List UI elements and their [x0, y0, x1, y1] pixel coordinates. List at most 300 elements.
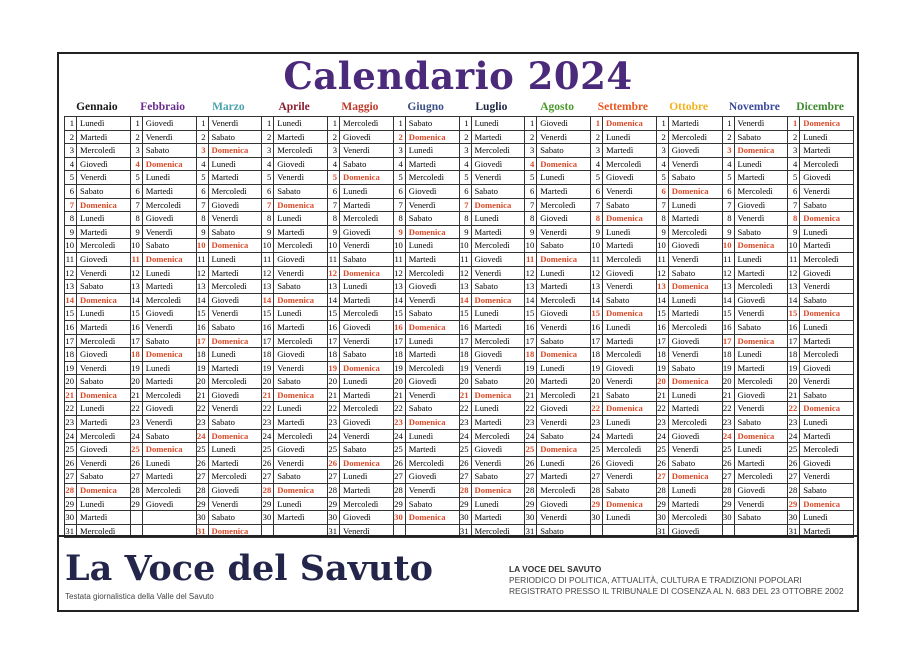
day-cell	[460, 280, 525, 294]
day-cell	[788, 321, 853, 335]
weekday-name: Mercoledì	[803, 253, 839, 264]
weekday-name: Martedì	[671, 403, 699, 414]
weekday-name: Domenica	[803, 403, 841, 414]
weekday-name: Sabato	[606, 485, 630, 496]
weekday-name: Sabato	[606, 199, 630, 210]
day-cell	[131, 443, 196, 457]
day-number: 7	[591, 199, 603, 212]
day-cell	[328, 267, 393, 281]
month-column-agosto	[525, 117, 591, 538]
day-number: 10	[788, 239, 800, 252]
weekday-name: Sabato	[474, 281, 498, 292]
day-cell	[591, 348, 656, 362]
day-cell	[197, 131, 262, 145]
weekday-name: Domenica	[145, 349, 183, 360]
weekday-name: Sabato	[737, 417, 761, 428]
day-number: 19	[723, 362, 735, 375]
weekday-name: Martedì	[211, 172, 239, 183]
day-cell	[657, 511, 722, 525]
weekday-name: Giovedì	[80, 253, 108, 264]
day-cell	[394, 348, 459, 362]
month-column-febbraio	[131, 117, 197, 538]
weekday-name: Giovedì	[737, 199, 766, 210]
day-number: 22	[262, 402, 274, 415]
day-cell	[723, 226, 788, 240]
day-number: 23	[65, 416, 77, 429]
day-number: 30	[65, 511, 77, 524]
day-cell	[131, 239, 196, 253]
day-cell	[723, 348, 788, 362]
day-cell	[131, 457, 196, 471]
weekday-name: Mercoledì	[737, 281, 773, 292]
day-number: 16	[328, 321, 340, 334]
weekday-name: Giovedì	[211, 485, 240, 496]
weekday-name: Domenica	[343, 362, 380, 373]
day-cell	[328, 389, 393, 403]
day-number: 28	[591, 484, 603, 497]
day-cell	[460, 416, 525, 430]
day-number: 16	[262, 321, 274, 334]
day-number: 31	[525, 525, 537, 538]
weekday-name: Lunedì	[737, 158, 762, 169]
day-cell	[65, 470, 130, 484]
day-cell	[657, 131, 722, 145]
day-cell	[394, 267, 459, 281]
day-number: 12	[197, 267, 209, 280]
weekday-name: Martedì	[408, 444, 436, 455]
day-number: 13	[328, 280, 340, 293]
day-cell	[394, 375, 459, 389]
month-header-febbraio: Febbraio	[140, 101, 185, 113]
day-cell	[328, 212, 393, 226]
day-cell	[723, 321, 788, 335]
day-number: 10	[262, 239, 274, 252]
day-number: 5	[328, 171, 340, 184]
weekday-name: Lunedì	[343, 281, 368, 292]
day-number: 17	[525, 335, 537, 348]
day-number: 28	[262, 484, 274, 497]
day-number: 8	[328, 212, 340, 225]
day-cell	[131, 131, 196, 145]
day-number: 5	[723, 171, 735, 184]
day-number: 12	[262, 267, 274, 280]
day-number: 23	[788, 416, 800, 429]
day-number: 25	[262, 443, 274, 456]
weekday-name: Lunedì	[606, 417, 631, 428]
weekday-name: Mercoledì	[803, 349, 839, 360]
weekday-name: Mercoledì	[80, 525, 116, 536]
day-cell	[591, 335, 656, 349]
weekday-name: Lunedì	[343, 471, 368, 482]
day-number: 20	[197, 375, 209, 388]
day-cell	[328, 457, 393, 471]
day-cell	[657, 498, 722, 512]
day-cell	[65, 402, 130, 416]
day-number: 27	[328, 470, 340, 483]
day-number: 13	[197, 280, 209, 293]
weekday-name: Giovedì	[671, 240, 700, 251]
day-cell	[262, 335, 327, 349]
day-cell	[723, 185, 788, 199]
weekday-name: Martedì	[277, 417, 305, 428]
weekday-name: Giovedì	[343, 131, 371, 142]
day-cell	[262, 443, 327, 457]
day-number: 24	[525, 430, 537, 443]
weekday-name: Sabato	[803, 389, 827, 400]
day-cell	[723, 307, 788, 321]
day-cell	[657, 226, 722, 240]
day-number: 7	[328, 199, 340, 212]
day-cell	[394, 498, 459, 512]
month-header-luglio: Luglio	[475, 101, 508, 113]
weekday-name: Mercoledì	[408, 362, 445, 373]
day-cell	[197, 226, 262, 240]
weekday-name: Venerdì	[80, 457, 107, 468]
day-cell	[328, 335, 393, 349]
weekday-name: Martedì	[343, 485, 371, 496]
weekday-name: Giovedì	[408, 281, 437, 292]
day-cell	[262, 158, 327, 172]
weekday-name: Giovedì	[540, 403, 568, 414]
day-number: 7	[657, 199, 669, 212]
weekday-name: Giovedì	[803, 172, 831, 183]
day-cell	[525, 335, 590, 349]
day-number: 10	[394, 239, 406, 252]
day-number: 28	[657, 484, 669, 497]
day-cell	[788, 470, 853, 484]
day-number: 19	[788, 362, 800, 375]
weekday-name: Sabato	[408, 308, 433, 319]
day-cell	[788, 171, 853, 185]
day-number: 22	[65, 402, 77, 415]
month-column-giugno	[394, 117, 460, 538]
day-number: 18	[525, 348, 537, 361]
weekday-name: Mercoledì	[211, 376, 247, 387]
day-cell	[591, 117, 656, 131]
weekday-name: Domenica	[408, 321, 446, 332]
day-cell	[525, 457, 590, 471]
day-cell	[460, 389, 525, 403]
day-cell	[262, 117, 327, 131]
day-cell	[788, 430, 853, 444]
weekday-name: Martedì	[211, 267, 239, 278]
day-number: 31	[460, 525, 472, 538]
day-number: 26	[197, 457, 209, 470]
day-number: 17	[460, 335, 472, 348]
day-number: 13	[131, 280, 143, 293]
month-header-settembre: Settembre	[597, 101, 648, 113]
brand-tagline: Testata giornalistica della Valle del Savuto	[65, 592, 214, 601]
day-number: 27	[657, 470, 669, 483]
day-number: 17	[723, 335, 735, 348]
weekday-name: Giovedì	[211, 294, 240, 305]
day-number: 15	[788, 307, 800, 320]
weekday-name: Venerdì	[343, 145, 370, 156]
weekday-name: Giovedì	[803, 457, 831, 468]
day-cell	[657, 239, 722, 253]
day-number: 28	[723, 484, 735, 497]
weekday-name: Sabato	[671, 362, 696, 373]
weekday-name: Lunedì	[211, 444, 236, 455]
day-number: 12	[723, 267, 735, 280]
day-cell	[65, 375, 130, 389]
day-number: 6	[788, 185, 800, 198]
month-column-aprile	[262, 117, 328, 538]
day-cell	[262, 457, 327, 471]
weekday-name: Martedì	[277, 512, 305, 523]
weekday-name: Domenica	[211, 335, 249, 346]
weekday-name: Martedì	[80, 417, 108, 428]
day-number: 24	[262, 430, 274, 443]
weekday-name: Lunedì	[474, 213, 499, 224]
weekday-name: Venerdì	[606, 376, 633, 387]
weekday-name: Venerdì	[277, 172, 304, 183]
day-cell	[525, 253, 590, 267]
day-number: 25	[525, 443, 537, 456]
weekday-name: Domenica	[80, 485, 117, 496]
weekday-name: Mercoledì	[343, 498, 379, 509]
day-cell	[723, 416, 788, 430]
day-number: 19	[197, 362, 209, 375]
day-cell	[262, 389, 327, 403]
day-number: 20	[262, 375, 274, 388]
day-number: 2	[788, 131, 800, 144]
day-cell	[394, 430, 459, 444]
day-number: 1	[131, 117, 143, 130]
day-cell	[788, 443, 853, 457]
weekday-name: Martedì	[803, 240, 831, 251]
weekday-name: Sabato	[540, 145, 564, 156]
day-cell	[657, 253, 722, 267]
day-cell	[591, 362, 656, 376]
weekday-name: Lunedì	[80, 498, 105, 509]
weekday-name: Lunedì	[606, 131, 631, 142]
day-cell	[131, 484, 196, 498]
day-cell	[788, 117, 853, 131]
weekday-name: Venerdì	[145, 417, 173, 428]
day-number: 1	[262, 117, 274, 130]
weekday-name: Giovedì	[211, 199, 240, 210]
weekday-name: Mercoledì	[474, 430, 510, 441]
day-cell	[197, 348, 262, 362]
day-number: 7	[788, 199, 800, 212]
weekday-name: Martedì	[606, 430, 634, 441]
day-number: 5	[460, 171, 472, 184]
weekday-name: Martedì	[343, 294, 371, 305]
day-number: 1	[657, 117, 669, 130]
day-number: 2	[723, 131, 735, 144]
day-number: 15	[65, 307, 77, 320]
weekday-name: Giovedì	[80, 158, 108, 169]
day-cell	[657, 307, 722, 321]
day-cell	[788, 226, 853, 240]
day-number: 13	[65, 280, 77, 293]
day-cell	[591, 171, 656, 185]
day-cell	[788, 375, 853, 389]
day-cell	[262, 484, 327, 498]
weekday-name: Venerdì	[671, 253, 699, 264]
day-cell	[328, 226, 393, 240]
day-number: 11	[394, 253, 406, 266]
day-number: 19	[65, 362, 77, 375]
day-cell	[262, 226, 327, 240]
day-number: 13	[657, 280, 669, 293]
day-cell	[723, 280, 788, 294]
weekday-name: Mercoledì	[474, 240, 510, 251]
day-number: 3	[131, 144, 143, 157]
day-cell	[591, 511, 656, 525]
day-number: 18	[657, 348, 669, 361]
day-number: 18	[65, 348, 77, 361]
day-number: 14	[197, 294, 209, 307]
day-number: 3	[394, 144, 406, 157]
day-cell	[65, 226, 130, 240]
day-number: 20	[394, 375, 406, 388]
weekday-name: Venerdì	[408, 485, 436, 496]
day-number: 20	[591, 375, 603, 388]
weekday-name: Lunedì	[671, 294, 697, 305]
day-cell	[131, 171, 196, 185]
day-cell	[723, 253, 788, 267]
day-cell	[591, 457, 656, 471]
weekday-name: Giovedì	[737, 485, 766, 496]
weekday-name: Venerdì	[408, 389, 436, 400]
day-cell	[525, 470, 590, 484]
day-cell	[591, 226, 656, 240]
weekday-name: Martedì	[606, 145, 634, 156]
day-cell	[65, 321, 130, 335]
day-cell	[723, 239, 788, 253]
day-cell	[197, 389, 262, 403]
day-cell	[328, 239, 393, 253]
weekday-name: Domenica	[606, 213, 643, 224]
day-cell	[197, 294, 262, 308]
weekday-name: Mercoledì	[606, 158, 642, 169]
month-column-gennaio	[65, 117, 131, 538]
day-number: 6	[525, 185, 537, 198]
weekday-name: Giovedì	[474, 349, 503, 360]
day-number: 19	[262, 362, 274, 375]
weekday-name: Domenica	[671, 281, 709, 292]
day-number: 6	[262, 185, 274, 198]
day-cell	[328, 307, 393, 321]
weekday-name: Venerdì	[408, 294, 436, 305]
day-number: 28	[525, 484, 537, 497]
weekday-name: Giovedì	[277, 253, 305, 264]
day-number: 4	[131, 158, 143, 171]
day-number: 30	[262, 511, 274, 524]
day-cell	[328, 199, 393, 213]
day-number: 18	[197, 348, 209, 361]
day-number: 14	[394, 294, 406, 307]
calendar-title: Calendario 2024	[283, 54, 633, 98]
weekday-name: Domenica	[671, 471, 709, 482]
weekday-name: Domenica	[277, 199, 315, 210]
day-cell	[197, 362, 262, 376]
day-cell	[657, 185, 722, 199]
day-cell	[328, 131, 393, 145]
day-number: 10	[723, 239, 735, 252]
weekday-name: Giovedì	[145, 308, 174, 319]
day-cell	[131, 389, 196, 403]
day-number: 25	[328, 443, 340, 456]
day-cell	[460, 199, 525, 213]
weekday-name: Mercoledì	[737, 471, 773, 482]
weekday-name: Giovedì	[145, 213, 174, 224]
weekday-name: Martedì	[540, 185, 568, 196]
day-number: 1	[723, 117, 735, 130]
day-cell	[131, 158, 196, 172]
day-number: 19	[328, 362, 340, 375]
weekday-name: Domenica	[606, 118, 643, 128]
day-number: 1	[328, 117, 340, 130]
weekday-name: Venerdì	[408, 199, 436, 210]
day-number: 12	[131, 267, 143, 280]
weekday-name: Mercoledì	[606, 253, 642, 264]
day-cell	[394, 253, 459, 267]
day-cell	[723, 375, 788, 389]
weekday-name: Martedì	[737, 172, 765, 183]
day-number: 11	[788, 253, 800, 266]
day-number: 22	[197, 402, 209, 415]
weekday-name: Giovedì	[80, 444, 108, 455]
day-cell	[131, 267, 196, 281]
day-cell	[262, 402, 327, 416]
weekday-name: Lunedì	[277, 308, 302, 319]
day-cell	[65, 239, 130, 253]
weekday-name: Mercoledì	[803, 158, 839, 169]
day-number: 8	[525, 212, 537, 225]
day-number: 22	[525, 402, 537, 415]
day-cell	[723, 470, 788, 484]
weekday-name: Mercoledì	[277, 335, 313, 346]
weekday-name: Mercoledì	[343, 213, 379, 224]
day-number: 24	[394, 430, 406, 443]
day-cell	[723, 144, 788, 158]
day-cell	[328, 443, 393, 457]
weekday-name: Mercoledì	[343, 118, 379, 128]
day-number: 14	[65, 294, 77, 307]
day-cell	[657, 171, 722, 185]
day-number: 12	[394, 267, 406, 280]
day-cell	[788, 199, 853, 213]
day-cell	[723, 457, 788, 471]
day-cell	[460, 443, 525, 457]
day-number: 24	[788, 430, 800, 443]
day-number: 15	[460, 307, 472, 320]
day-cell	[657, 321, 722, 335]
day-number: 29	[723, 498, 735, 511]
weekday-name: Martedì	[145, 185, 173, 196]
day-cell	[788, 253, 853, 267]
day-cell	[591, 321, 656, 335]
weekday-name: Mercoledì	[540, 485, 576, 496]
day-cell	[328, 416, 393, 430]
day-number: 9	[262, 226, 274, 239]
day-cell	[328, 375, 393, 389]
day-cell	[525, 158, 590, 172]
day-number: 16	[197, 321, 209, 334]
day-cell	[131, 321, 196, 335]
weekday-name: Giovedì	[671, 430, 700, 441]
day-number: 19	[460, 362, 472, 375]
day-cell	[723, 443, 788, 457]
weekday-name: Domenica	[606, 498, 643, 509]
weekday-name: Venerdì	[540, 321, 567, 332]
day-cell	[591, 185, 656, 199]
month-header-row	[64, 98, 853, 116]
day-cell	[723, 131, 788, 145]
